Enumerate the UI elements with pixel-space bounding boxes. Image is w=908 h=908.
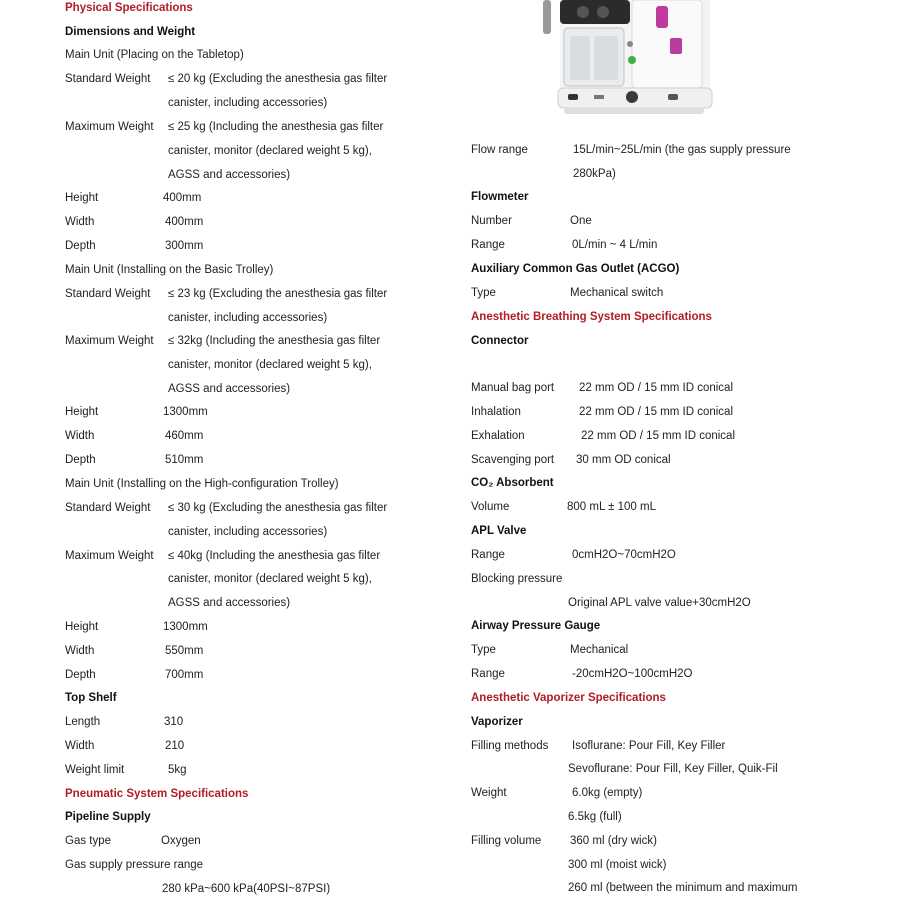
top-shelf-width <box>65 739 185 753</box>
label: Filling methods <box>471 740 549 752</box>
tabletop-height <box>65 191 202 205</box>
flow-range-cont: 280kPa) <box>573 168 616 180</box>
value: ≤ 30 kg (Excluding the anesthesia gas filter <box>168 502 388 514</box>
connector-inhalation <box>471 405 734 419</box>
label: Filling volume <box>471 835 542 847</box>
value: 360 ml (dry wick) <box>570 835 657 847</box>
connector-title: Connector <box>471 335 529 347</box>
high-standard-cont: canister, including accessories) <box>168 526 328 538</box>
vaporizer-filling-methods-2: Sevoflurane: Pour Fill, Key Filler, Quik-Fil <box>568 763 778 775</box>
vaporizer-filling-volume-2: 300 ml (moist wick) <box>568 859 667 871</box>
flow-range <box>471 143 791 157</box>
value: 550mm <box>165 645 204 657</box>
tabletop-maximum-weight <box>65 120 384 134</box>
label: Gas type <box>65 835 112 847</box>
basic-maximum-weight <box>65 334 381 348</box>
value: 800 mL ± 100 mL <box>567 501 656 513</box>
label: Range <box>471 668 505 680</box>
label: Volume <box>471 501 510 513</box>
value: ≤ 20 kg (Excluding the anesthesia gas filter <box>168 73 388 85</box>
top-shelf-weight-limit <box>65 763 187 777</box>
label: Scavenging port <box>471 454 555 466</box>
value: -20cmH2O~100cmH2O <box>572 668 693 680</box>
label: Standard Weight <box>65 73 151 85</box>
label: Height <box>65 406 99 418</box>
value: 15L/min~25L/min (the gas supply pressure <box>573 144 791 156</box>
vaporizer-title: Vaporizer <box>471 716 523 728</box>
anesthesia-machine-image <box>538 0 718 128</box>
value: 1300mm <box>163 406 208 418</box>
value: 400mm <box>165 216 204 228</box>
value: ≤ 32kg (Including the anesthesia gas filter <box>168 335 381 347</box>
apl-blocking-label: Blocking pressure <box>471 573 563 585</box>
label: Depth <box>65 240 96 252</box>
label: Maximum Weight <box>65 550 154 562</box>
value: One <box>570 215 592 227</box>
top-shelf-title: Top Shelf <box>65 692 117 704</box>
value: 6.0kg (empty) <box>572 787 643 799</box>
label: Maximum Weight <box>65 121 154 133</box>
pipeline-gas-type <box>65 834 201 848</box>
basic-depth <box>65 453 204 467</box>
label: Depth <box>65 454 96 466</box>
high-maximum-cont2: AGSS and accessories) <box>168 597 291 609</box>
basic-standard-cont: canister, including accessories) <box>168 312 328 324</box>
label: Weight <box>471 787 507 799</box>
value: ≤ 25 kg (Including the anesthesia gas filter <box>168 121 384 133</box>
label: Range <box>471 549 505 561</box>
high-height <box>65 620 208 634</box>
value: 210 <box>165 740 185 752</box>
high-maximum-weight <box>65 549 381 563</box>
vaporizer-specs-heading: Anesthetic Vaporizer Specifications <box>471 692 666 704</box>
acgo-title: Auxiliary Common Gas Outlet (ACGO) <box>471 263 680 275</box>
vaporizer-filling-volume <box>471 834 657 848</box>
breathing-system-heading: Anesthetic Breathing System Specifications <box>471 311 712 323</box>
flowmeter-range <box>471 238 658 252</box>
vaporizer-weight <box>471 786 643 800</box>
label: Standard Weight <box>65 502 151 514</box>
tabletop-maximum-cont2: AGSS and accessories) <box>168 169 291 181</box>
vaporizer-filling-volume-3: 260 ml (between the minimum and maximum <box>568 882 798 894</box>
tabletop-standard-cont: canister, including accessories) <box>168 97 328 109</box>
connector-exhalation <box>471 429 736 443</box>
tabletop-depth <box>65 239 204 253</box>
label: Maximum Weight <box>65 335 154 347</box>
basic-standard-weight <box>65 287 388 301</box>
label: Height <box>65 621 99 633</box>
apl-blocking-value: Original APL valve value+30cmH2O <box>568 597 751 609</box>
label: Height <box>65 192 99 204</box>
high-standard-weight <box>65 501 388 515</box>
value: 510mm <box>165 454 204 466</box>
value: 0L/min ~ 4 L/min <box>572 239 658 251</box>
label: Range <box>471 239 505 251</box>
label: Width <box>65 645 95 657</box>
value: 5kg <box>168 764 187 776</box>
label: Width <box>65 740 95 752</box>
basic-height <box>65 405 208 419</box>
value: 22 mm OD / 15 mm ID conical <box>579 406 734 418</box>
value: Mechanical switch <box>570 287 664 299</box>
basic-trolley-title: Main Unit (Installing on the Basic Trolley) <box>65 264 274 276</box>
value: 700mm <box>165 669 204 681</box>
pressure-gauge-title: Airway Pressure Gauge <box>471 620 601 632</box>
value: Isoflurane: Pour Fill, Key Filler <box>572 740 726 752</box>
pneumatic-heading: Pneumatic System Specifications <box>65 788 249 800</box>
tabletop-standard-weight <box>65 72 388 86</box>
value: 300mm <box>165 240 204 252</box>
apl-valve-title: APL Valve <box>471 525 527 537</box>
label: Width <box>65 430 95 442</box>
value: 460mm <box>165 430 204 442</box>
label: Exhalation <box>471 430 525 442</box>
tabletop-title: Main Unit (Placing on the Tabletop) <box>65 49 244 61</box>
value: ≤ 40kg (Including the anesthesia gas filter <box>168 550 381 562</box>
basic-maximum-cont2: AGSS and accessories) <box>168 383 291 395</box>
label: Standard Weight <box>65 288 151 300</box>
tabletop-maximum-cont1: canister, monitor (declared weight 5 kg), <box>168 145 372 157</box>
value: 30 mm OD conical <box>576 454 671 466</box>
value: 22 mm OD / 15 mm ID conical <box>579 382 734 394</box>
co2-volume <box>471 500 656 514</box>
connector-manual-bag <box>471 381 734 395</box>
label: Length <box>65 716 101 728</box>
pipeline-pressure-label: Gas supply pressure range <box>65 859 204 871</box>
high-width <box>65 644 204 658</box>
top-shelf-length <box>65 715 184 729</box>
gauge-type <box>471 643 629 657</box>
value: 400mm <box>163 192 202 204</box>
dimensions-heading: Dimensions and Weight <box>65 26 196 38</box>
value: 310 <box>164 716 184 728</box>
co2-absorbent-title: CO₂ Absorbent <box>471 477 554 489</box>
vaporizer-filling-methods <box>471 739 726 753</box>
value: 1300mm <box>163 621 208 633</box>
tabletop-width <box>65 215 204 229</box>
flowmeter-title: Flowmeter <box>471 191 529 203</box>
value: ≤ 23 kg (Excluding the anesthesia gas filter <box>168 288 388 300</box>
label: Width <box>65 216 95 228</box>
vaporizer-weight-2: 6.5kg (full) <box>568 811 622 823</box>
high-trolley-title: Main Unit (Installing on the High-configuration Trolley) <box>65 478 339 490</box>
flowmeter-number <box>471 214 592 228</box>
label: Number <box>471 215 512 227</box>
label: Type <box>471 644 496 656</box>
pipeline-title: Pipeline Supply <box>65 811 151 823</box>
connector-scavenging <box>471 453 671 467</box>
label: Flow range <box>471 144 528 156</box>
label: Depth <box>65 669 96 681</box>
label: Type <box>471 287 496 299</box>
label: Inhalation <box>471 406 521 418</box>
value: Mechanical <box>570 644 629 656</box>
value: 0cmH2O~70cmH2O <box>572 549 676 561</box>
label: Manual bag port <box>471 382 555 394</box>
value: 22 mm OD / 15 mm ID conical <box>581 430 736 442</box>
value: Oxygen <box>161 835 201 847</box>
gauge-range <box>471 667 693 681</box>
basic-maximum-cont1: canister, monitor (declared weight 5 kg), <box>168 359 372 371</box>
high-maximum-cont1: canister, monitor (declared weight 5 kg), <box>168 573 372 585</box>
label: Weight limit <box>65 764 125 776</box>
pipeline-pressure-value: 280 kPa~600 kPa(40PSI~87PSI) <box>162 883 331 895</box>
acgo-type <box>471 286 664 300</box>
high-depth <box>65 668 204 682</box>
basic-width <box>65 429 204 443</box>
apl-range <box>471 548 676 562</box>
physical-specs-heading: Physical Specifications <box>65 2 193 14</box>
